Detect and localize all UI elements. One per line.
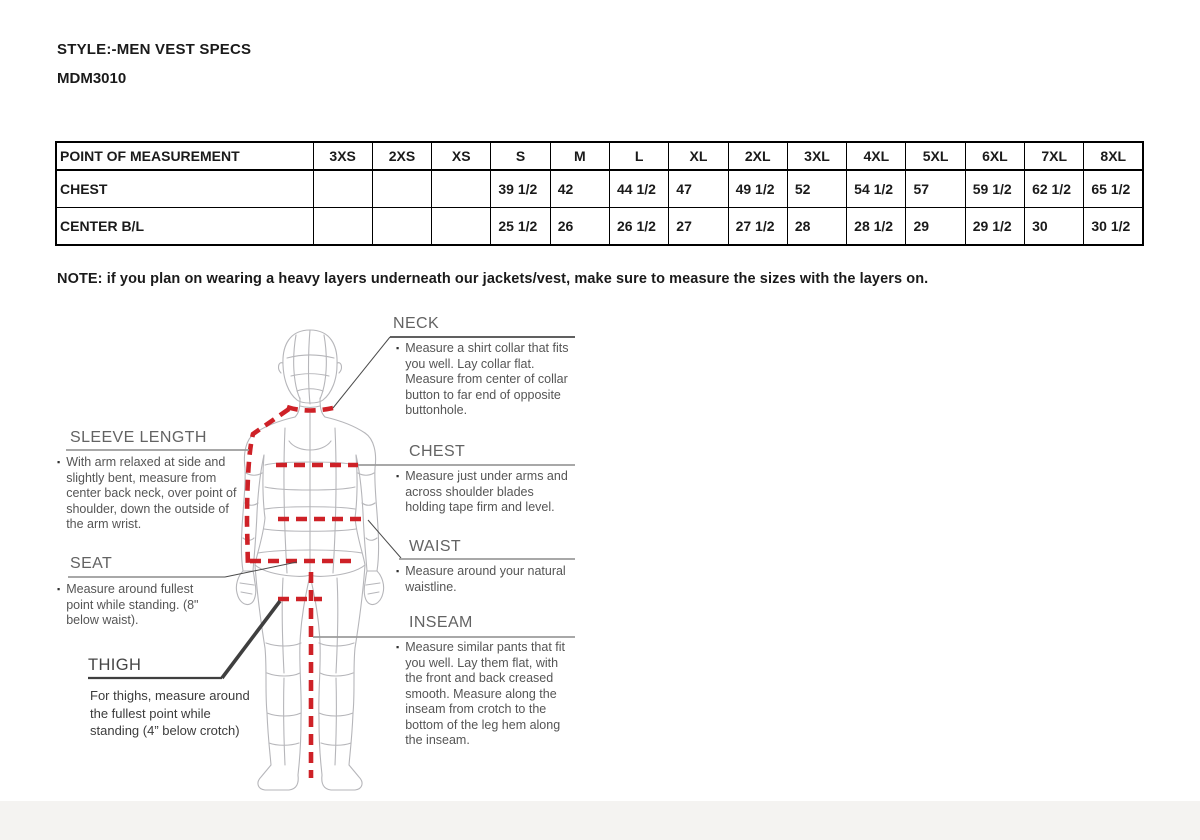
table-cell: 39 1/2 [491, 170, 550, 208]
style-code: MDM3010 [57, 70, 127, 87]
column-header: 5XL [906, 142, 965, 170]
guide-desc-waist: ▪ Measure around your natural waistline. [396, 564, 566, 595]
thigh-connector-line [222, 601, 280, 678]
column-header: L [609, 142, 668, 170]
table-cell [432, 208, 491, 246]
guide-title-seat: SEAT [70, 555, 113, 572]
bullet-icon [396, 643, 399, 652]
bullet-icon [396, 472, 399, 481]
measurement-guide-diagram [57, 313, 597, 803]
guide-desc-seat: ▪ Measure around fullest point while standing. (8" below waist). [57, 582, 219, 629]
column-header: XS [432, 142, 491, 170]
guide-title-inseam: INSEAM [409, 614, 473, 631]
bullet-icon [396, 344, 399, 353]
table-cell: 57 [906, 170, 965, 208]
column-header: XL [669, 142, 728, 170]
column-header: S [491, 142, 550, 170]
table-cell: 27 1/2 [728, 208, 787, 246]
table-cell: 42 [550, 170, 609, 208]
bullet-icon [57, 585, 60, 594]
column-header: 4XL [847, 142, 906, 170]
table-header-row [56, 142, 1143, 170]
size-table-wrapper [55, 141, 1144, 246]
column-header: 6XL [965, 142, 1024, 170]
table-cell [372, 208, 431, 246]
guide-title-waist: WAIST [409, 538, 462, 555]
table-cell: 26 [550, 208, 609, 246]
table-cell: 27 [669, 208, 728, 246]
table-cell: 29 1/2 [965, 208, 1024, 246]
column-header: POINT OF MEASUREMENT [56, 142, 313, 170]
column-header: M [550, 142, 609, 170]
table-cell: 54 1/2 [847, 170, 906, 208]
table-row [56, 208, 1143, 246]
seat-connector-line [225, 562, 297, 577]
table-cell: 49 1/2 [728, 170, 787, 208]
table-cell [313, 208, 372, 246]
table-cell: 30 [1025, 208, 1084, 246]
column-header: 2XL [728, 142, 787, 170]
guide-title-sleeve-length: SLEEVE LENGTH [70, 429, 207, 446]
guide-title-thigh: THIGH [88, 656, 142, 674]
column-header: 2XS [372, 142, 431, 170]
column-header: 3XL [787, 142, 846, 170]
style-title: STYLE:-MEN VEST SPECS [57, 41, 252, 58]
table-cell: 62 1/2 [1025, 170, 1084, 208]
guide-desc-chest: ▪ Measure just under arms and across shoulder blades holding tape firm and level. [396, 469, 574, 516]
row-label: CHEST [56, 170, 313, 208]
table-cell: 65 1/2 [1084, 170, 1143, 208]
table-cell: 30 1/2 [1084, 208, 1143, 246]
guide-desc-sleeve-length: ▪ With arm relaxed at side and slightly bent, measure from center back neck, over point of shoulder, down the outside of the arm wrist. [57, 455, 247, 533]
page-bottom-strip [0, 801, 1200, 840]
waist-connector-line [368, 520, 401, 558]
column-header: 8XL [1084, 142, 1143, 170]
table-cell: 29 [906, 208, 965, 246]
guide-desc-inseam: ▪ Measure similar pants that fit you well. Lay them flat, with the front and back creased smooth. Measure along the inseam from crotch to the bottom of the leg hem along the inseam. [396, 640, 578, 749]
table-cell: 44 1/2 [609, 170, 668, 208]
guide-desc-neck: ▪ Measure a shirt collar that fits you well. Lay collar flat. Measure from center of collar button to far end of opposite buttonhole. [396, 341, 578, 419]
table-row [56, 170, 1143, 208]
column-header: 7XL [1025, 142, 1084, 170]
table-cell: 59 1/2 [965, 170, 1024, 208]
size-table [55, 141, 1144, 246]
column-header: 3XS [313, 142, 372, 170]
neck-connector-line [333, 337, 390, 408]
bullet-icon [396, 567, 399, 576]
table-cell: 28 1/2 [847, 208, 906, 246]
table-cell: 25 1/2 [491, 208, 550, 246]
table-cell: 47 [669, 170, 728, 208]
guide-title-neck: NECK [393, 315, 440, 332]
table-cell: 26 1/2 [609, 208, 668, 246]
bullet-icon [57, 458, 60, 467]
table-cell [432, 170, 491, 208]
note-text: NOTE: if you plan on wearing a heavy layers underneath our jackets/vest, make sure to measure the sizes with the layers on. [57, 271, 929, 287]
guide-title-chest: CHEST [409, 443, 466, 460]
table-cell: 52 [787, 170, 846, 208]
guide-desc-thigh: For thighs, measure around the fullest point while standing (4” below crotch) [90, 688, 250, 739]
table-cell: 28 [787, 208, 846, 246]
table-cell [313, 170, 372, 208]
row-label: CENTER B/L [56, 208, 313, 246]
table-cell [372, 170, 431, 208]
